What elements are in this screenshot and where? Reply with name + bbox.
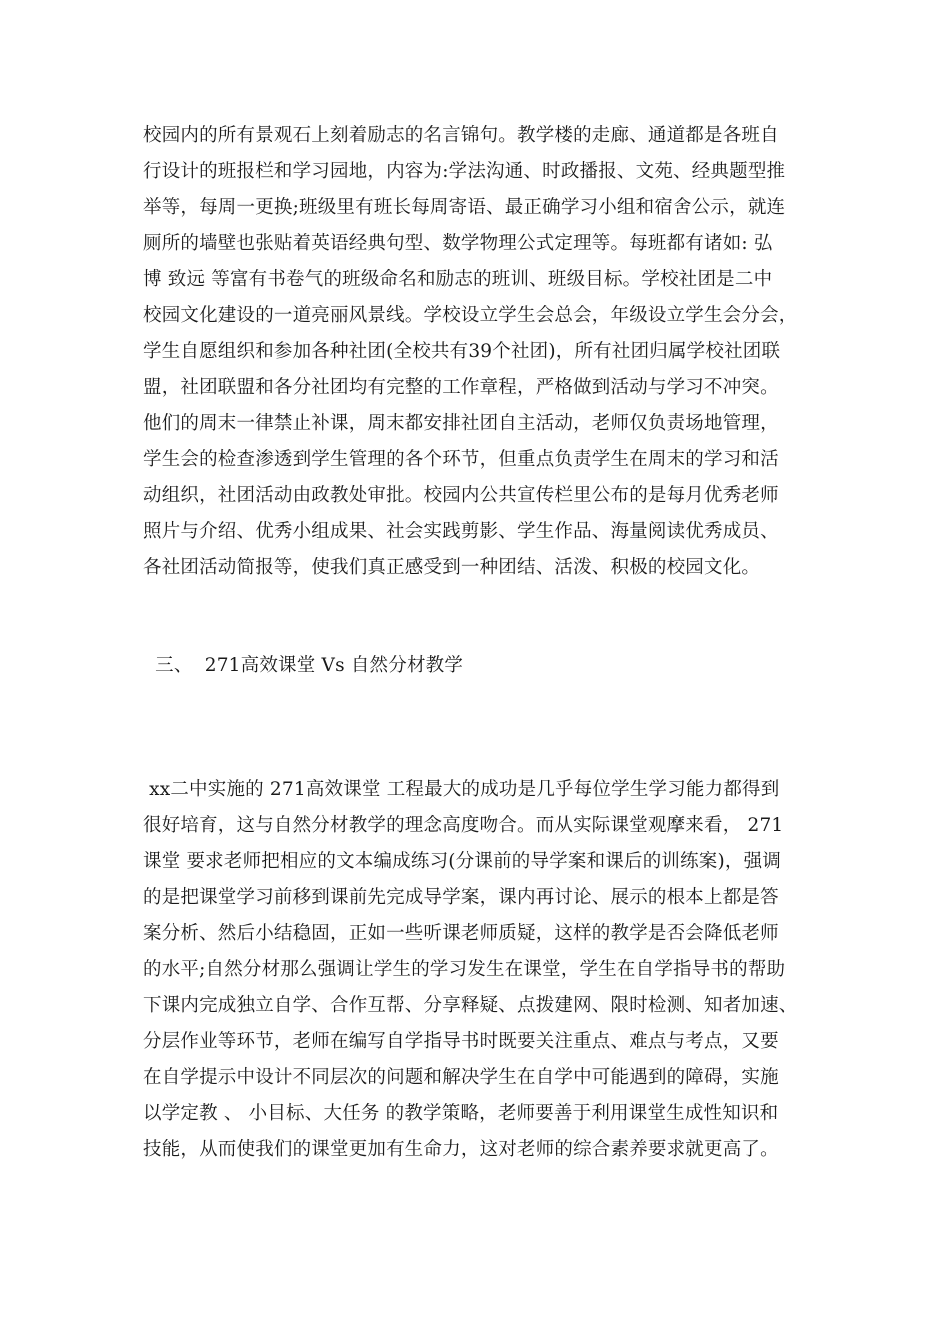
section-heading-text: 三、 271高效课堂 Vs 自然分材教学 (143, 655, 464, 676)
paragraph-campus-culture (143, 118, 813, 586)
paragraph-efficient-classroom (143, 772, 813, 1168)
text-line: 下课内完成独立自学、合作互帮、分享释疑、点拨建网、限时检测、知者加速、 (143, 995, 798, 1016)
text-line: 校园文化建设的一道亮丽风景线。学校设立学生会总会，年级设立学生会分会， (143, 305, 798, 326)
text-line: xx二中实施的 271高效课堂 工程最大的成功是几乎每位学生学习能力都得到 (143, 779, 780, 800)
section-heading (143, 648, 813, 684)
text-line: 案分析、然后小结稳固，正如一些听课老师质疑，这样的教学是否会降低老师 (143, 923, 779, 944)
text-line: 各社团活动简报等，使我们真正感受到一种团结、活泼、积极的校园文化。 (143, 557, 761, 578)
text-line: 以学定教 、 小目标、大任务 的教学策略，老师要善于利用课堂生成性知识和 (143, 1103, 779, 1124)
text-line: 行设计的班报栏和学习园地，内容为:学法沟通、时政播报、文苑、经典题型推 (143, 161, 786, 182)
text-line: 学生自愿组织和参加各种社团(全校共有39个社团)，所有社团归属学校社团联 (143, 341, 781, 362)
text-line: 他们的周末一律禁止补课，周末都安排社团自主活动，老师仅负责场地管理， (143, 413, 779, 434)
text-line: 学生会的检查渗透到学生管理的各个环节，但重点负责学生在周末的学习和活 (143, 449, 779, 470)
text-line: 校园内的所有景观石上刻着励志的名言锦句。教学楼的走廊、通道都是各班自 (143, 125, 779, 146)
text-line: 的是把课堂学习前移到课前先完成导学案，课内再讨论、展示的根本上都是答 (143, 887, 779, 908)
text-line: 的水平;自然分材那么强调让学生的学习发生在课堂，学生在自学指导书的帮助 (143, 959, 786, 980)
text-line: 举等，每周一更换;班级里有班长每周寄语、最正确学习小组和宿舍公示，就连 (143, 197, 786, 218)
text-line: 分层作业等环节，老师在编写自学指导书时既要关注重点、难点与考点，又要 (143, 1031, 779, 1052)
text-line: 照片与介绍、优秀小组成果、社会实践剪影、学生作品、海量阅读优秀成员、 (143, 521, 779, 542)
text-line: 课堂 要求老师把相应的文本编成练习(分课前的导学案和课后的训练案)，强调 (143, 851, 782, 872)
text-line: 动组织，社团活动由政教处审批。校园内公共宣传栏里公布的是每月优秀老师 (143, 485, 779, 506)
text-line: 盟，社团联盟和各分社团均有完整的工作章程，严格做到活动与学习不冲突。 (143, 377, 779, 398)
text-line: 在自学提示中设计不同层次的问题和解决学生在自学中可能遇到的障碍，实施 (143, 1067, 779, 1088)
text-line: 厕所的墙壁也张贴着英语经典句型、数学物理公式定理等。每班都有诸如: 弘 (143, 233, 773, 254)
text-line: 博 致远 等富有书卷气的班级命名和励志的班训、班级目标。学校社团是二中 (143, 269, 773, 290)
text-line: 很好培育，这与自然分材教学的理念高度吻合。而从实际课堂观摩来看， 271 (143, 815, 784, 836)
text-line: 技能，从而使我们的课堂更加有生命力，这对老师的综合素养要求就更高了。 (143, 1139, 779, 1160)
